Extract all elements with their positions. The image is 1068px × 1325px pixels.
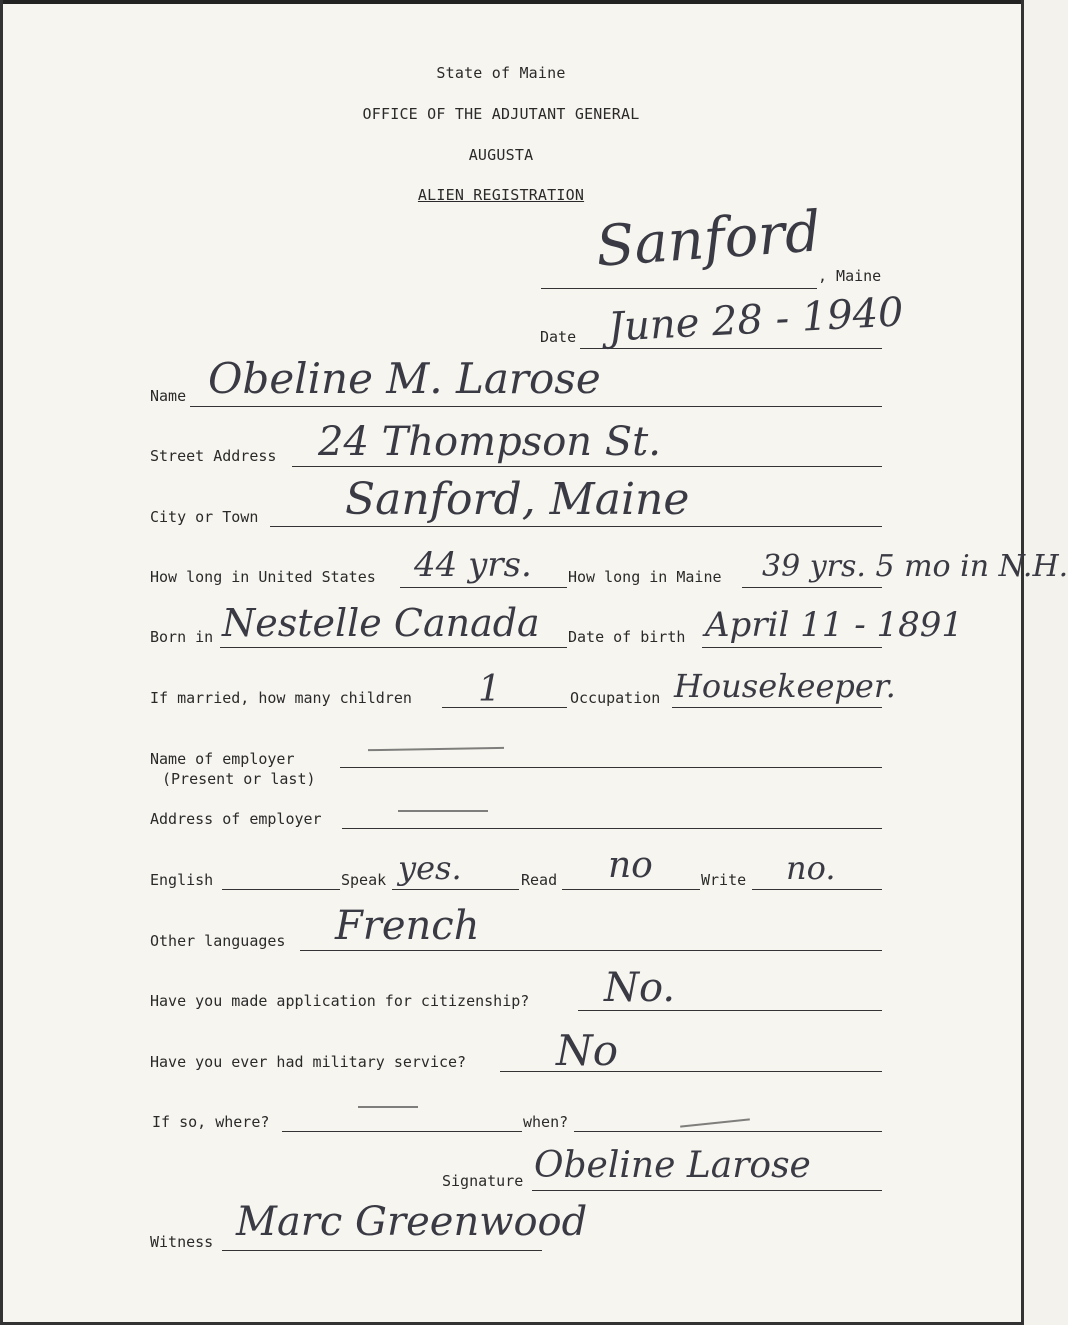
occupation-label: Occupation bbox=[570, 689, 661, 707]
us-label: How long in United States bbox=[150, 568, 376, 586]
name-line bbox=[190, 406, 882, 407]
when-label: when? bbox=[523, 1113, 569, 1131]
dob-label: Date of birth bbox=[568, 628, 686, 646]
military-label: Have you ever had military service? bbox=[150, 1053, 467, 1071]
header-title-text: ALIEN REGISTRATION bbox=[417, 186, 585, 204]
where-line bbox=[282, 1131, 522, 1132]
header-city: AUGUSTA bbox=[468, 146, 534, 164]
city-value[interactable]: Sanford, Maine bbox=[345, 474, 690, 525]
citizenship-value[interactable]: No. bbox=[604, 965, 676, 1011]
citizenship-label: Have you made application for citizenship? bbox=[150, 992, 530, 1010]
other-languages-line bbox=[300, 950, 882, 951]
place-value[interactable]: Sanford bbox=[593, 199, 823, 280]
witness-label: Witness bbox=[150, 1233, 214, 1251]
other-languages-value[interactable]: French bbox=[335, 903, 480, 949]
signature-line bbox=[532, 1190, 882, 1191]
when-line bbox=[574, 1131, 882, 1132]
name-value[interactable]: Obeline M. Larose bbox=[208, 354, 601, 403]
date-value[interactable]: June 28 - 1940 bbox=[606, 289, 905, 351]
children-value[interactable]: 1 bbox=[478, 669, 501, 710]
when-blank-dash bbox=[680, 1118, 750, 1127]
children-label: If married, how many children bbox=[150, 689, 412, 707]
where-label: If so, where? bbox=[152, 1113, 270, 1131]
dob-line bbox=[702, 647, 882, 648]
city-label: City or Town bbox=[150, 508, 259, 526]
write-value[interactable]: no. bbox=[786, 849, 836, 887]
speak-value[interactable]: yes. bbox=[398, 849, 462, 887]
header-title bbox=[0, 186, 1002, 204]
header-state: State of Maine bbox=[436, 64, 566, 82]
occupation-line bbox=[672, 707, 882, 708]
english-label: English bbox=[150, 871, 214, 889]
read-value[interactable]: no bbox=[608, 845, 653, 886]
name-label: Name bbox=[150, 387, 187, 405]
write-line bbox=[752, 889, 882, 890]
employer-address-label: Address of employer bbox=[150, 810, 322, 828]
scan-border-top bbox=[0, 0, 1024, 4]
occupation-value[interactable]: Housekeeper. bbox=[674, 667, 896, 705]
witness-line bbox=[222, 1250, 542, 1251]
born-value[interactable]: Nestelle Canada bbox=[222, 601, 540, 645]
read-line bbox=[562, 889, 700, 890]
street-line bbox=[292, 466, 882, 467]
children-line bbox=[442, 707, 567, 708]
born-line bbox=[220, 647, 567, 648]
employer-blank-dash bbox=[368, 747, 504, 751]
maine-label: How long in Maine bbox=[568, 568, 722, 586]
us-value[interactable]: 44 yrs. bbox=[414, 545, 532, 585]
maine-line bbox=[742, 587, 882, 588]
where-blank-dash bbox=[358, 1106, 418, 1108]
city-line bbox=[270, 526, 882, 527]
speak-line bbox=[392, 889, 519, 890]
street-value[interactable]: 24 Thompson St. bbox=[318, 419, 661, 465]
header-office: OFFICE OF THE ADJUTANT GENERAL bbox=[362, 105, 640, 123]
employer-address-blank-dash bbox=[398, 810, 488, 812]
read-label: Read bbox=[521, 871, 558, 889]
scan-border-right bbox=[1021, 0, 1024, 1325]
write-label: Write bbox=[701, 871, 747, 889]
speak-label: Speak bbox=[341, 871, 387, 889]
dob-value[interactable]: April 11 - 1891 bbox=[705, 605, 964, 645]
witness-value[interactable]: Marc Greenwood bbox=[236, 1199, 588, 1245]
signature-value[interactable]: Obeline Larose bbox=[534, 1145, 811, 1186]
employer-address-line bbox=[342, 828, 882, 829]
maine-value[interactable]: 39 yrs. 5 mo in N.H. bbox=[762, 549, 1068, 584]
employer-sublabel: (Present or last) bbox=[162, 770, 316, 788]
english-line bbox=[222, 889, 340, 890]
date-label: Date bbox=[540, 328, 577, 346]
signature-label: Signature bbox=[442, 1172, 524, 1190]
other-languages-label: Other languages bbox=[150, 932, 286, 950]
place-line bbox=[541, 288, 817, 289]
military-value[interactable]: No bbox=[556, 1026, 619, 1075]
employer-label: Name of employer bbox=[150, 750, 295, 768]
employer-line bbox=[340, 767, 882, 768]
place-suffix: , Maine bbox=[818, 267, 882, 285]
born-label: Born in bbox=[150, 628, 214, 646]
street-label: Street Address bbox=[150, 447, 277, 465]
us-line bbox=[400, 587, 567, 588]
